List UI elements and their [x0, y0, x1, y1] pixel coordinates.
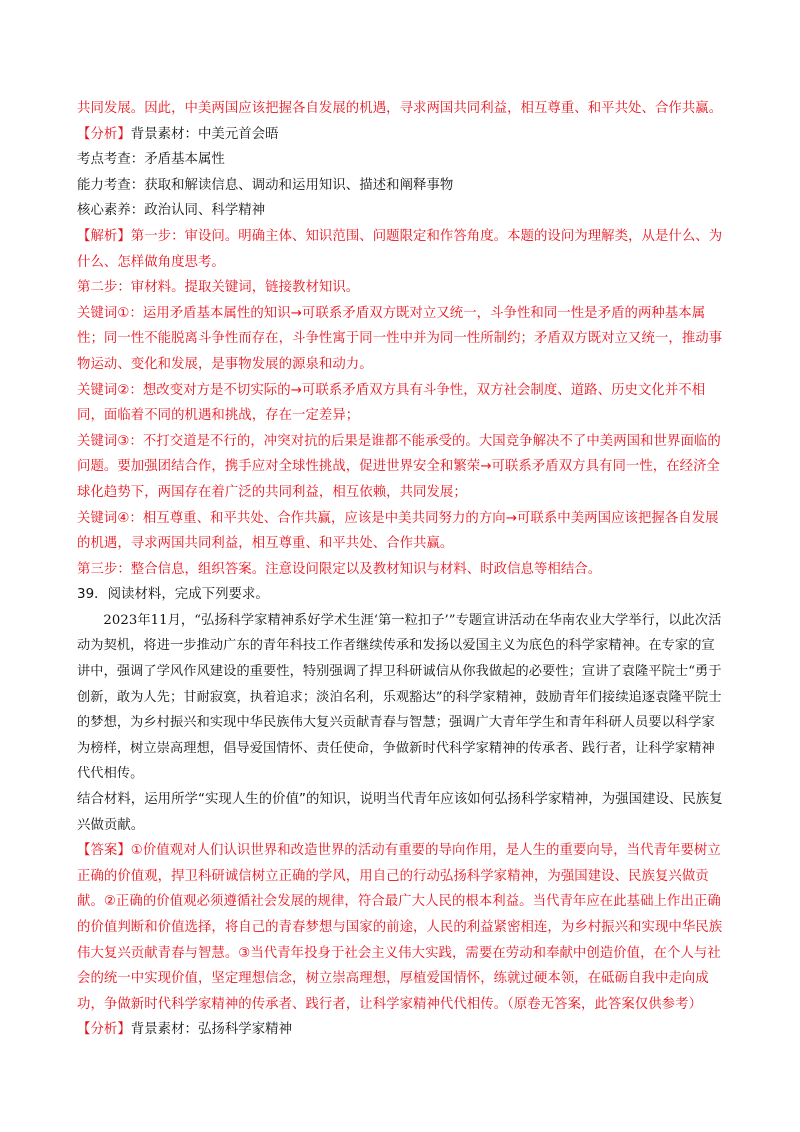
- explain-label: 【解析】: [77, 228, 131, 244]
- q38-analysis: [77, 122, 728, 148]
- q39-analysis: [77, 1017, 728, 1043]
- analysis-background: 背景素材：中美元首会晤: [130, 126, 279, 142]
- q39-material: 2023年11月，“弘扬科学家精神系好学术生涯‘第一粒扣子’”专题宣讲活动在华南农业大学举行，以此次活动为契机，将进一步推动广东的青年科技工作者继续传承和发扬以爱国主义为底色的科学家精神。在专家的宣讲中，强调了学风作风建设的重要性，特别强调了捍卫科研诚信从你我做起的必要性；宣讲了袁隆平院士“勇于创新，敢为人先；甘耐寂寞，执着追求；淡泊名利，乐观豁达”的科学家精神，鼓励青年们接续追逐袁隆平院士的梦想，为乡村振兴和实现中华民族伟大复兴贡献青春与智慧；强调广大青年学生和青年科研人员要以科学家为榜样，树立崇高理想，倡导爱国情怀、责任使命，争做新时代科学家精神的传承者、践行者，让科学家精神代代相传。: [77, 612, 722, 782]
- q38-step2: 第二步：审材料。提取关键词，链接教材知识。: [77, 280, 360, 296]
- q39-answer: [77, 838, 728, 1017]
- q38-literacy: 核心素养：政治认同、科学精神: [77, 203, 266, 219]
- q38-keyword-2: 关键词②：想改变对方是不切实际的→可联系矛盾双方具有斗争性，双方社会制度、道路、历史文化并不相同，面临着不同的机遇和挑战，存在一定差异；: [77, 382, 706, 424]
- q39-requirement: 结合材料，运用所学“实现人生的价值”的知识，说明当代青年应该如何弘扬科学家精神，为强国建设、民族复兴做贡献。: [77, 792, 723, 833]
- q38-knowledge: 考点考查：矛盾基本属性: [77, 152, 225, 168]
- explain-step1: 第一步：审设问。明确主体、知识范围、问题限定和作答角度。本题的设问为理解类，从是什么、为什么、怎样做角度思考。: [77, 228, 723, 270]
- answer-label: 【答案】: [77, 843, 131, 859]
- q38-ability: 能力考查：获取和解读信息、调动和运用知识、描述和阐释事物: [77, 177, 454, 193]
- q38-step3: 第三步：整合信息，组织答案。注意设问限定以及教材知识与材料、时政信息等相结合。: [77, 561, 602, 577]
- q38-explanation: [77, 224, 728, 275]
- q38-keyword-1: 关键词①：运用矛盾基本属性的知识→可联系矛盾双方既对立又统一，斗争性和同一性是矛盾的两种基本属性；同一性不能脱离斗争性而存在，斗争性寓于同一性中并为同一性所制约；矛盾双方既对立又统一，推动事物运动、变化和发展，是事物发展的源泉和动力。: [77, 305, 723, 372]
- q39-stem: 39．阅读材料，完成下列要求。: [77, 587, 269, 603]
- q38-keyword-3: 关键词③：不打交道是不行的，冲突对抗的后果是谁都不能承受的。大国竞争解决不了中美两国和世界面临的问题。要加强团结合作，携手应对全球性挑战，促进世界安全和繁荣→可联系矛盾双方具有同一性，在经济全球化趋势下，两国存在着广泛的共同利益，相互依赖，共同发展；: [77, 433, 721, 500]
- q39-analysis-background: 背景素材：弘扬科学家精神: [130, 1022, 293, 1038]
- q39-analysis-label: 【分析】: [77, 1022, 131, 1038]
- answer-text: ①价值观对人们认识世界和改造世界的活动有重要的导向作用，是人生的重要向导，当代青年要树立正确的价值观，捍卫科研诚信树立正确的学风，用自己的行动弘扬科学家精神，为强国建设、民族复兴做贡献。②正确的价值观必须遵循社会发展的规律，符合最广大人民的根本利益。当代青年应在此基础上作出正确的价值判断和价值选择，将自己的青春梦想与国家的前途，人民的利益紧密相连，为乡村振兴和实现中华民族伟大复兴贡献青春与智慧。③当代青年投身于社会主义伟大实践，需要在劳动和奉献中创造价值，在个人与社会的统一中实现价值，坚定理想信念，树立崇高理想，厚植爱国情怀，练就过硬本领，在砥砺自我中走向成功，争做新时代科学家精神的传承者、践行者，让科学家精神代代相传。（原卷无答案，此答案仅供参考）: [77, 843, 723, 1012]
- analysis-label: 【分析】: [77, 126, 131, 142]
- q38-answer-continuation: 共同发展。因此，中美两国应该把握各自发展的机遇，寻求两国共同利益，相互尊重、和平共处、合作共赢。: [77, 101, 723, 116]
- q38-keyword-4: 关键词④：相互尊重、和平共处、合作共赢，应该是中美共同努力的方向→可联系中美两国应该把握各自发展的机遇，寻求两国共同利益，相互尊重、和平共处、合作共赢。: [77, 510, 719, 552]
